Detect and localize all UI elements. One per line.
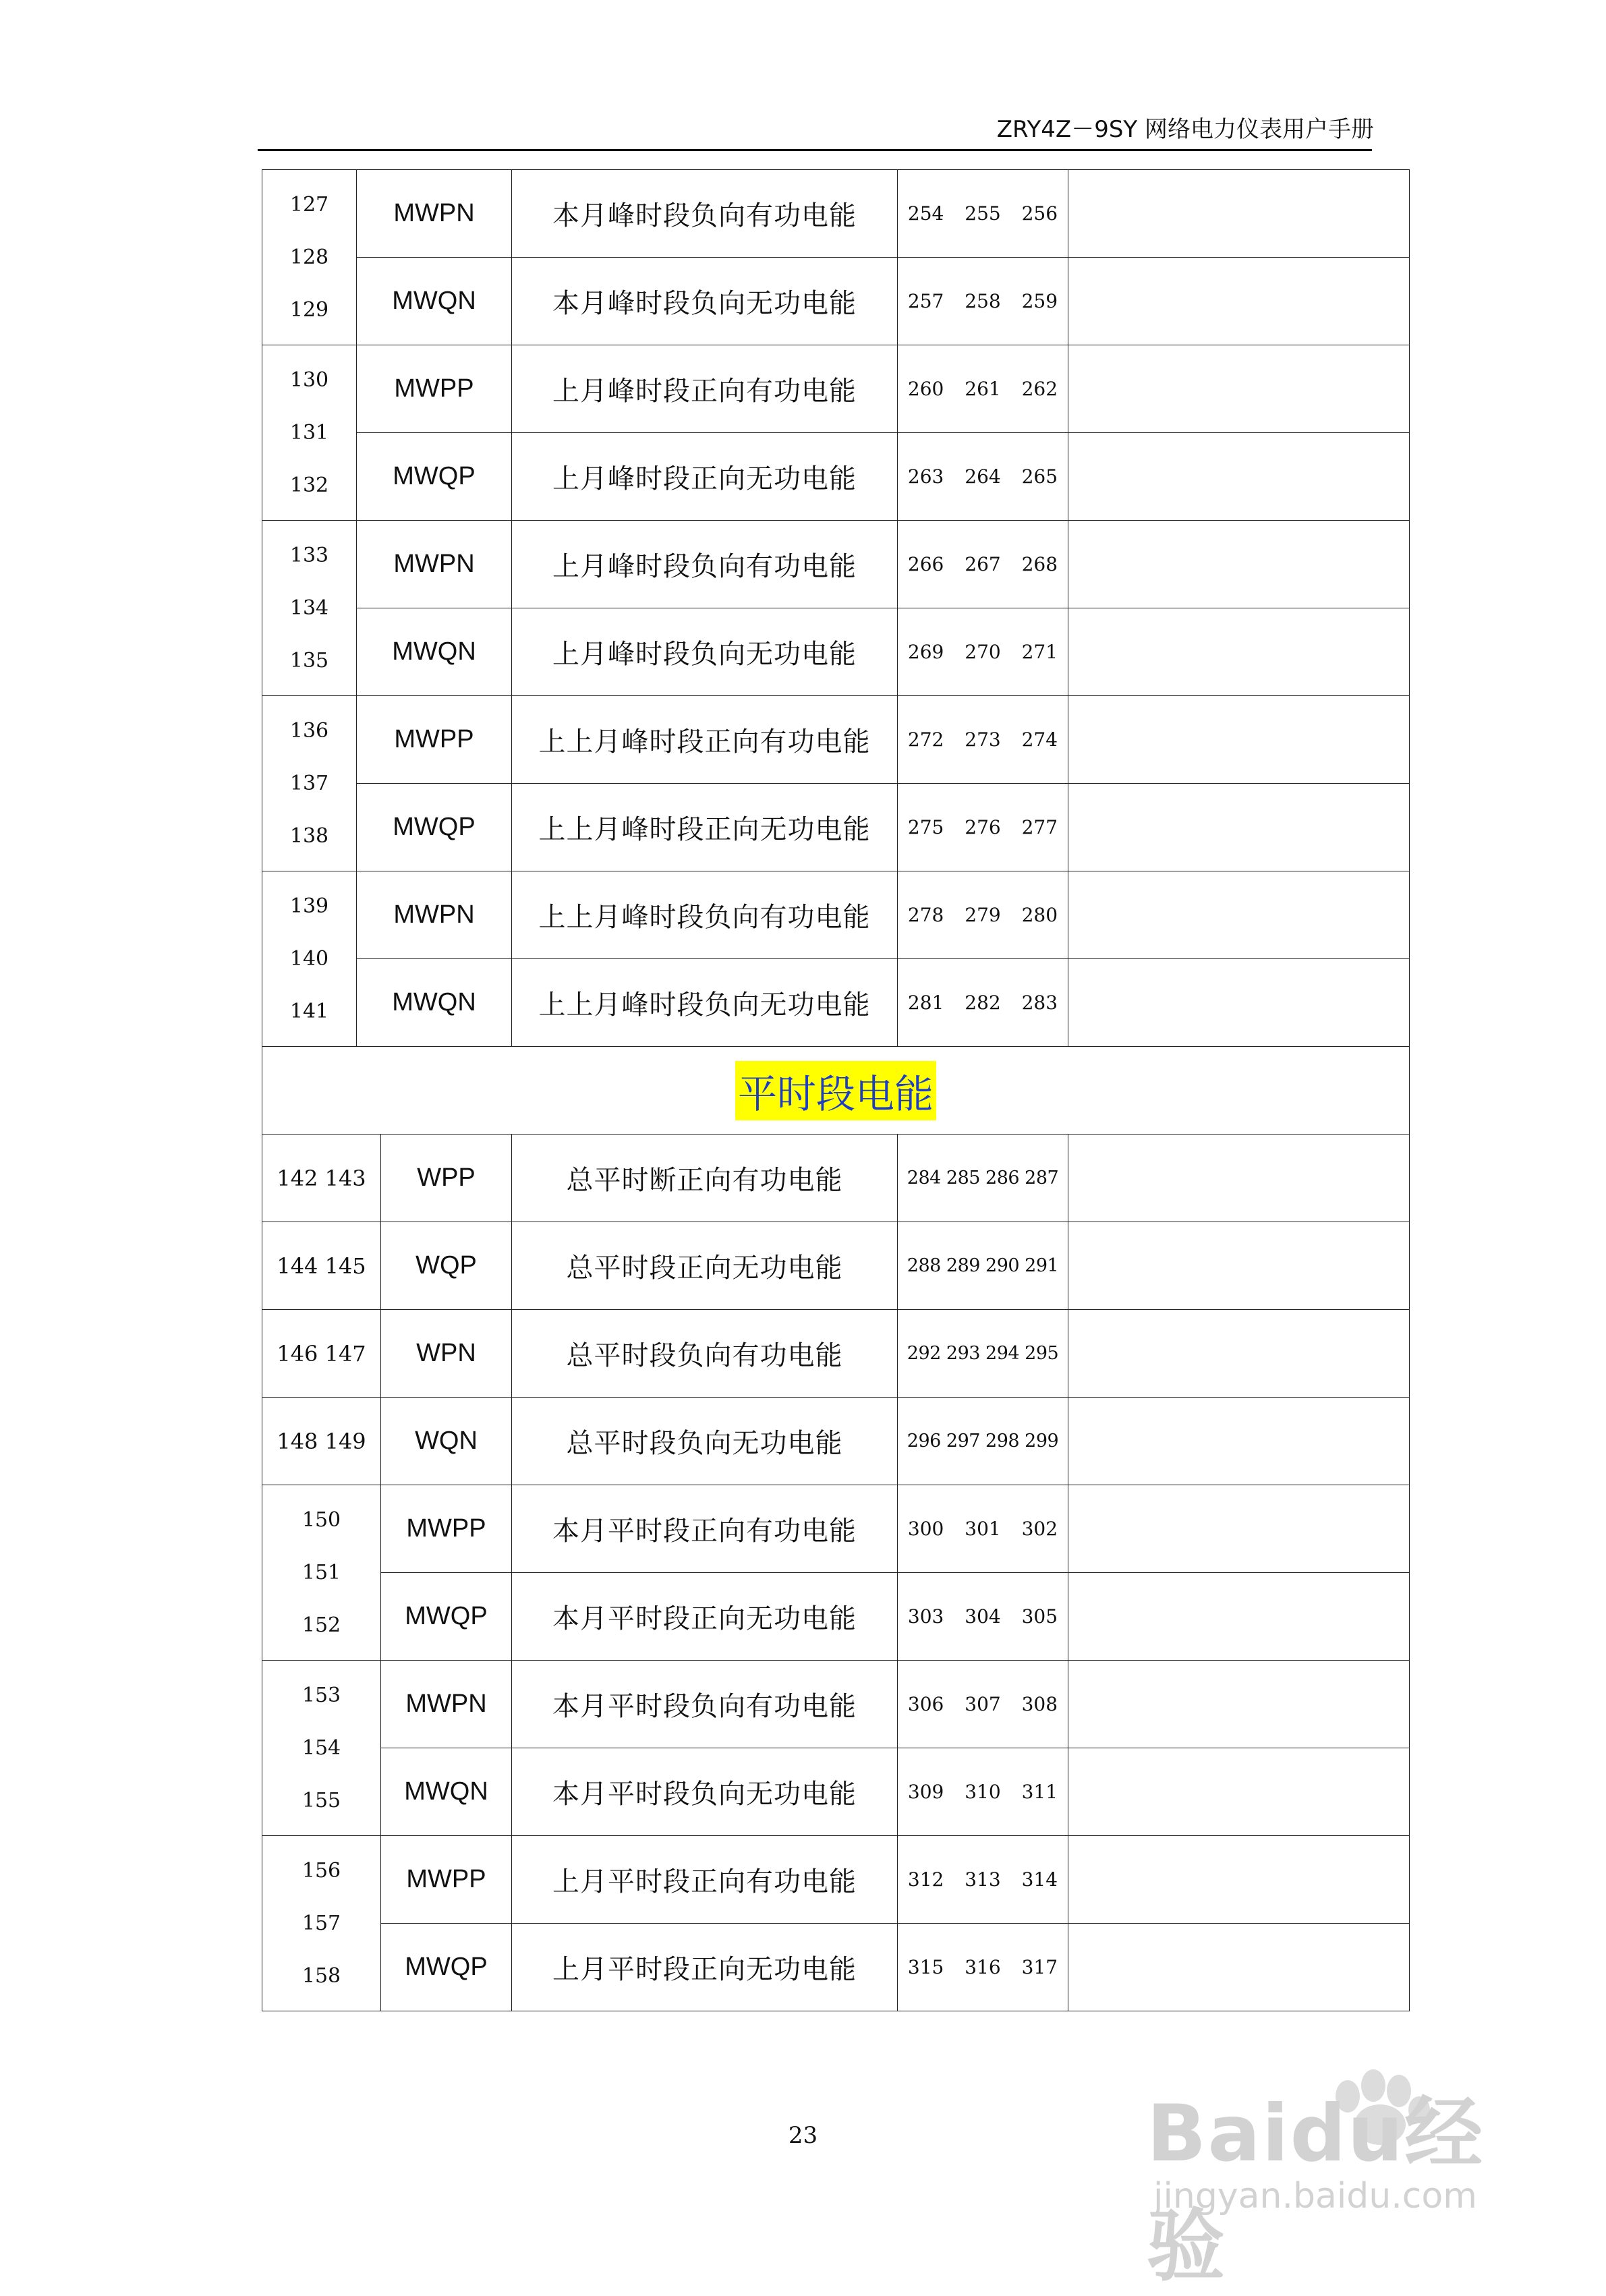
register-number bbox=[262, 1222, 381, 1310]
notes-cell bbox=[1068, 1835, 1410, 1924]
register-address-text: 296 297 298 299 bbox=[907, 1431, 1059, 1452]
register-number: 135 bbox=[289, 648, 329, 672]
register-address-text: 281 282 283 bbox=[907, 992, 1058, 1014]
register-address bbox=[897, 345, 1068, 433]
parameter-code bbox=[380, 1748, 512, 1836]
register-number: 141 bbox=[289, 999, 329, 1023]
register-number: 156 bbox=[302, 1858, 341, 1883]
register-address bbox=[897, 1485, 1068, 1573]
register-number: 128 bbox=[289, 245, 329, 269]
register-address bbox=[897, 1748, 1068, 1836]
register-address bbox=[897, 783, 1068, 871]
parameter-code bbox=[356, 432, 512, 521]
document-header-title: ZRY4Z－9SY 网络电力仪表用户手册 bbox=[996, 116, 1374, 143]
register-address-text: 300 301 302 bbox=[907, 1518, 1058, 1540]
parameter-code-text: MWPP bbox=[406, 1865, 486, 1893]
register-number bbox=[262, 1397, 381, 1485]
register-number bbox=[262, 1134, 381, 1222]
register-number-text: 144 145 bbox=[277, 1253, 366, 1279]
register-address bbox=[897, 1572, 1068, 1661]
parameter-code bbox=[356, 871, 512, 959]
parameter-description bbox=[511, 1572, 898, 1661]
parameter-code bbox=[380, 1660, 512, 1748]
parameter-description bbox=[511, 1660, 898, 1748]
parameter-code-text: MWPN bbox=[393, 550, 475, 578]
register-number-group bbox=[262, 1660, 381, 1836]
parameter-description-text: 总平时段负向有功电能 bbox=[566, 1340, 843, 1371]
notes-cell bbox=[1068, 695, 1410, 784]
register-number-stack bbox=[302, 1669, 341, 1827]
parameter-code bbox=[356, 608, 512, 696]
parameter-code bbox=[380, 1134, 512, 1222]
parameter-description bbox=[511, 1222, 898, 1310]
register-number: 136 bbox=[289, 718, 329, 743]
parameter-description-text: 上月峰时段正向无功电能 bbox=[552, 463, 857, 494]
parameter-code-text: MWQN bbox=[392, 988, 476, 1016]
parameter-code-text: MWQP bbox=[405, 1602, 488, 1630]
register-number-text: 148 149 bbox=[277, 1428, 366, 1454]
register-address bbox=[897, 432, 1068, 521]
register-address-text: 257 258 259 bbox=[907, 290, 1058, 312]
register-number-stack bbox=[302, 1845, 341, 2003]
register-number: 137 bbox=[289, 771, 329, 795]
register-number-group bbox=[262, 345, 357, 521]
parameter-description bbox=[511, 871, 898, 959]
notes-cell bbox=[1068, 1485, 1410, 1573]
parameter-description-text: 上月峰时段正向有功电能 bbox=[552, 376, 857, 407]
register-number: 134 bbox=[289, 596, 329, 620]
register-number-group bbox=[262, 871, 357, 1047]
parameter-description bbox=[511, 520, 898, 608]
parameter-code bbox=[380, 1572, 512, 1661]
register-number: 155 bbox=[302, 1788, 341, 1812]
parameter-code bbox=[356, 520, 512, 608]
register-number-text: 142 143 bbox=[277, 1165, 366, 1191]
parameter-code-text: MWQN bbox=[392, 287, 476, 315]
parameter-code-text: WQP bbox=[415, 1251, 477, 1280]
notes-cell bbox=[1068, 1134, 1410, 1222]
register-address bbox=[897, 871, 1068, 959]
parameter-code-text: MWPN bbox=[405, 1690, 487, 1718]
notes-cell bbox=[1068, 1660, 1410, 1748]
notes-cell bbox=[1068, 783, 1410, 871]
parameter-code bbox=[380, 1485, 512, 1573]
register-address bbox=[897, 1397, 1068, 1485]
parameter-description-text: 上月峰时段负向有功电能 bbox=[552, 551, 857, 582]
parameter-code bbox=[356, 345, 512, 433]
register-number-stack bbox=[290, 880, 328, 1038]
register-table bbox=[262, 169, 1409, 2038]
register-number-group bbox=[262, 1835, 381, 2011]
register-number: 131 bbox=[289, 420, 329, 444]
register-address-text: 284 285 286 287 bbox=[907, 1168, 1059, 1188]
register-number-stack bbox=[290, 354, 328, 512]
parameter-description-text: 总平时断正向有功电能 bbox=[566, 1165, 843, 1196]
register-address bbox=[897, 169, 1068, 258]
parameter-code-text: MWQP bbox=[393, 813, 476, 841]
register-address-text: 263 264 265 bbox=[907, 465, 1058, 488]
notes-cell bbox=[1068, 345, 1410, 433]
parameter-description bbox=[511, 1485, 898, 1573]
notes-cell bbox=[1068, 871, 1410, 959]
parameter-code-text: MWQN bbox=[404, 1777, 488, 1806]
register-number: 133 bbox=[289, 543, 329, 567]
parameter-code-text: MWPP bbox=[394, 725, 474, 753]
parameter-description bbox=[511, 608, 898, 696]
parameter-code-text: WPP bbox=[417, 1164, 476, 1192]
register-number: 130 bbox=[289, 368, 329, 392]
register-number: 132 bbox=[289, 473, 329, 497]
register-address bbox=[897, 1222, 1068, 1310]
parameter-description-text: 上上月峰时段负向无功电能 bbox=[538, 989, 871, 1021]
register-number-group bbox=[262, 520, 357, 696]
register-address-text: 288 289 290 291 bbox=[907, 1255, 1059, 1276]
parameter-description bbox=[511, 1748, 898, 1836]
parameter-description-text: 本月平时段正向有功电能 bbox=[552, 1516, 857, 1547]
register-address bbox=[897, 520, 1068, 608]
notes-cell bbox=[1068, 1923, 1410, 2011]
parameter-code bbox=[380, 1222, 512, 1310]
register-address-text: 306 307 308 bbox=[907, 1693, 1058, 1715]
parameter-description-text: 本月峰时段负向有功电能 bbox=[552, 200, 857, 231]
register-address bbox=[897, 1660, 1068, 1748]
register-address-text: 315 316 317 bbox=[907, 1956, 1058, 1978]
parameter-description bbox=[511, 432, 898, 521]
notes-cell bbox=[1068, 1309, 1410, 1398]
register-number: 152 bbox=[302, 1613, 341, 1637]
parameter-description bbox=[511, 1923, 898, 2011]
parameter-code bbox=[356, 257, 512, 345]
notes-cell bbox=[1068, 1222, 1410, 1310]
register-address-text: 266 267 268 bbox=[907, 553, 1058, 575]
register-number-stack bbox=[290, 705, 328, 863]
section-heading-text: 平时段电能 bbox=[735, 1061, 936, 1120]
parameter-description-text: 上上月峰时段正向无功电能 bbox=[538, 814, 871, 845]
register-number-text: 146 147 bbox=[277, 1340, 366, 1367]
register-number: 154 bbox=[302, 1735, 341, 1760]
parameter-description bbox=[511, 169, 898, 258]
page-number: 23 bbox=[788, 2122, 818, 2149]
register-address-text: 303 304 305 bbox=[907, 1605, 1058, 1628]
parameter-code bbox=[380, 1397, 512, 1485]
register-number: 153 bbox=[302, 1683, 341, 1707]
register-address-text: 260 261 262 bbox=[907, 378, 1058, 400]
register-address bbox=[897, 257, 1068, 345]
register-number: 127 bbox=[289, 192, 329, 217]
parameter-code-text: MWQP bbox=[393, 462, 476, 490]
register-number-stack bbox=[302, 1494, 341, 1652]
parameter-description bbox=[511, 345, 898, 433]
parameter-code-text: MWPP bbox=[394, 374, 474, 403]
parameter-code bbox=[380, 1835, 512, 1924]
section-heading bbox=[262, 1046, 1410, 1135]
parameter-code bbox=[380, 1309, 512, 1398]
parameter-code-text: MWQN bbox=[392, 637, 476, 666]
register-number-group bbox=[262, 1485, 381, 1661]
parameter-code-text: MWPN bbox=[393, 900, 475, 929]
header-rule bbox=[258, 149, 1372, 151]
parameter-description-text: 本月平时段负向有功电能 bbox=[552, 1691, 857, 1722]
notes-cell bbox=[1068, 1572, 1410, 1661]
parameter-description-text: 总平时段正向无功电能 bbox=[566, 1253, 843, 1284]
parameter-description-text: 上上月峰时段正向有功电能 bbox=[538, 726, 871, 757]
register-address-text: 312 313 314 bbox=[907, 1868, 1058, 1891]
parameter-code-text: MWPP bbox=[406, 1514, 486, 1543]
parameter-description-text: 上上月峰时段负向有功电能 bbox=[538, 902, 871, 933]
register-address-text: 272 273 274 bbox=[907, 728, 1058, 751]
watermark-url: jingyan.baidu.com bbox=[1153, 2176, 1477, 2216]
parameter-description-text: 上月平时段正向无功电能 bbox=[552, 1954, 857, 1985]
parameter-code bbox=[356, 695, 512, 784]
parameter-code bbox=[356, 169, 512, 258]
parameter-description-text: 本月平时段正向无功电能 bbox=[552, 1603, 857, 1634]
parameter-description-text: 上月峰时段负向无功电能 bbox=[552, 639, 857, 670]
parameter-code-text: MWQP bbox=[405, 1953, 488, 1981]
notes-cell bbox=[1068, 432, 1410, 521]
register-address bbox=[897, 1309, 1068, 1398]
register-address bbox=[897, 695, 1068, 784]
parameter-description-text: 本月平时段负向无功电能 bbox=[552, 1779, 857, 1810]
register-address-text: 292 293 294 295 bbox=[907, 1343, 1059, 1364]
register-address bbox=[897, 1134, 1068, 1222]
notes-cell bbox=[1068, 257, 1410, 345]
parameter-description bbox=[511, 1397, 898, 1485]
notes-cell bbox=[1068, 520, 1410, 608]
parameter-description bbox=[511, 257, 898, 345]
register-number: 150 bbox=[302, 1508, 341, 1532]
parameter-code bbox=[356, 783, 512, 871]
parameter-description bbox=[511, 1309, 898, 1398]
notes-cell bbox=[1068, 608, 1410, 696]
watermark-brand: Baidu经验 bbox=[1147, 2088, 1485, 2292]
register-number: 157 bbox=[302, 1911, 341, 1935]
notes-cell bbox=[1068, 958, 1410, 1047]
baidu-jingyan-watermark bbox=[1147, 2057, 1524, 2292]
parameter-description bbox=[511, 695, 898, 784]
register-number: 138 bbox=[289, 824, 329, 848]
register-number-stack bbox=[290, 529, 328, 687]
register-address-text: 254 255 256 bbox=[907, 202, 1058, 225]
register-address bbox=[897, 608, 1068, 696]
notes-cell bbox=[1068, 1397, 1410, 1485]
parameter-description bbox=[511, 958, 898, 1047]
parameter-description-text: 上月平时段正向有功电能 bbox=[552, 1866, 857, 1897]
register-address bbox=[897, 958, 1068, 1047]
parameter-code bbox=[356, 958, 512, 1047]
parameter-description-text: 总平时段负向无功电能 bbox=[566, 1428, 843, 1459]
parameter-description bbox=[511, 1835, 898, 1924]
parameter-description bbox=[511, 783, 898, 871]
notes-cell bbox=[1068, 1748, 1410, 1836]
register-number: 140 bbox=[289, 946, 329, 971]
register-address-text: 269 270 271 bbox=[907, 641, 1058, 663]
register-address-text: 309 310 311 bbox=[907, 1781, 1058, 1803]
register-number: 139 bbox=[289, 894, 329, 918]
parameter-code-text: MWPN bbox=[393, 199, 475, 227]
register-number-group bbox=[262, 695, 357, 871]
register-number bbox=[262, 1309, 381, 1398]
parameter-code-text: WPN bbox=[416, 1339, 476, 1367]
register-number: 158 bbox=[302, 1963, 341, 1988]
register-number-stack bbox=[290, 179, 328, 337]
notes-cell bbox=[1068, 169, 1410, 258]
register-address bbox=[897, 1923, 1068, 2011]
parameter-description-text: 本月峰时段负向无功电能 bbox=[552, 288, 857, 319]
parameter-code-text: WQN bbox=[415, 1427, 478, 1455]
register-number: 129 bbox=[289, 297, 329, 322]
register-address-text: 275 276 277 bbox=[907, 816, 1058, 838]
parameter-code bbox=[380, 1923, 512, 2011]
register-number-group bbox=[262, 169, 357, 345]
parameter-description bbox=[511, 1134, 898, 1222]
register-number: 151 bbox=[302, 1560, 341, 1584]
register-address bbox=[897, 1835, 1068, 1924]
register-address-text: 278 279 280 bbox=[907, 904, 1058, 926]
